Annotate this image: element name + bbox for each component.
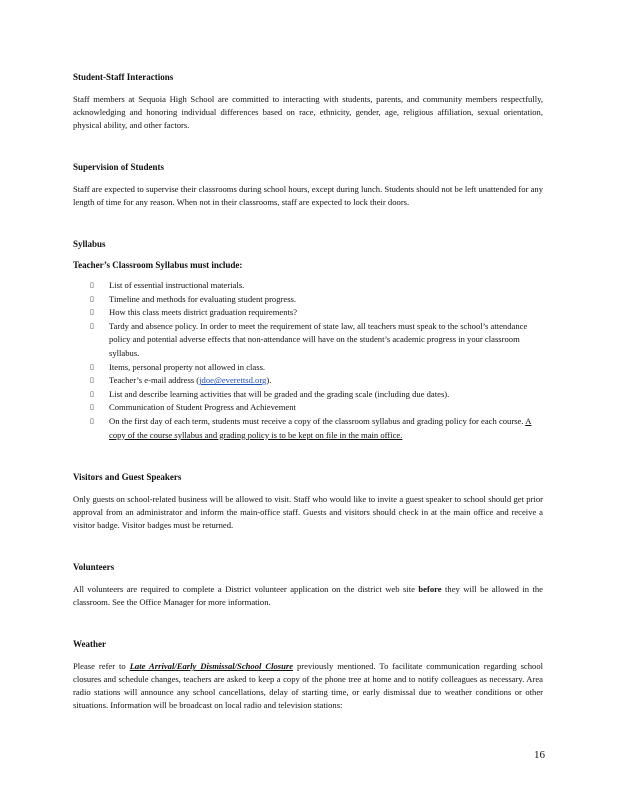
syllabus-list (73, 279, 543, 442)
list-item (90, 306, 543, 320)
body-text: All volunteers are required to complete a District volunteer application on the district web site (73, 584, 419, 595)
list-item (90, 388, 543, 402)
spacer (73, 442, 543, 472)
bullet-icon: ▯ (90, 321, 94, 330)
list-item-text: Teacher’s e-mail address ( (109, 375, 200, 386)
bullet-icon: ▯ (90, 389, 94, 398)
list-item (90, 415, 543, 442)
section-body: Only guests on school-related business will be allowed to visit. Staff who would like to invite a guest speaker to school should get prior approval from an administrator and inform the main-office staff. Guests and visitors should check in at the main office and receive a visitor badge. Visitor badges must be returned. (73, 494, 543, 531)
section-supervision (73, 162, 543, 209)
spacer (73, 532, 543, 562)
spacer (73, 209, 543, 239)
section-body (73, 660, 543, 712)
section-student-staff-interactions (73, 72, 543, 132)
list-item (90, 401, 543, 415)
bullet-icon: ▯ (90, 308, 94, 317)
section-body (73, 583, 543, 609)
list-item-text: ). (266, 375, 272, 386)
spacer (73, 132, 543, 162)
list-item-text: Tardy and absence policy. In order to meet the requirement of state law, all teachers must speak to the school’s attendance policy and potential adverse effects that non-attendance will have on the student’s academic progress in your classroom syllabus. (109, 320, 528, 358)
section-heading: Syllabus (73, 239, 106, 249)
spacer (73, 609, 543, 639)
list-item (90, 361, 543, 375)
list-item-text: List of essential instructional materials. (109, 280, 245, 290)
list-item-text: Communication of Student Progress and Achievement (109, 402, 296, 413)
body-bold-text: before (418, 584, 442, 595)
bullet-icon: ▯ (90, 294, 94, 303)
list-item (90, 320, 543, 361)
section-heading: Visitors and Guest Speakers (73, 472, 182, 483)
list-item-text: How this class meets district graduation requirements? (109, 307, 298, 318)
list-item (90, 279, 543, 293)
list-item-text: Items, personal property not allowed in class. (109, 361, 266, 372)
bullet-icon: ▯ (90, 416, 94, 425)
list-item-text: On the first day of each term, students must receive a copy of the classroom syllabus and grading policy for each course. (109, 415, 526, 426)
bullet-icon: ▯ (90, 362, 94, 371)
body-text: Please refer to (73, 661, 130, 672)
section-syllabus (73, 239, 543, 442)
section-heading: Weather (73, 639, 106, 650)
bullet-icon: ▯ (90, 376, 94, 385)
syllabus-subheading: Teacher’s Classroom Syllabus must include: (73, 260, 243, 270)
email-link[interactable]: jdoe@everettsd.org (199, 375, 267, 386)
body-text: they will be allowed in the classroom. See the Office Manager for more information. (73, 584, 543, 608)
section-heading: Volunteers (73, 562, 115, 573)
body-text: previously mentioned. To facilitate communication regarding school closures and schedule changes, teachers are asked to keep a copy of the phone tree at home and to notify colleagues as necessary. Area radio stations will announce any school cancellations, delay of starting time, or early dismissal due to weather conditions or other situations. Information will be broadcast on local radio and television stations: (73, 661, 544, 711)
list-item (90, 293, 543, 307)
bullet-icon: ▯ (90, 403, 94, 412)
section-volunteers (73, 562, 543, 609)
section-visitors (73, 472, 543, 532)
body-emphasis-text: Late Arrival/Early Dismissal/School Closure (129, 661, 294, 672)
page-content (73, 72, 543, 712)
bullet-icon: ▯ (90, 281, 94, 289)
section-body: Staff members at Sequoia High School are committed to interacting with students, parents, and community members respectfully, acknowledging and honoring individual differences based on race, ethnicity, gender, age, religious affiliation, sexual orientation, physical ability, and other factors. (73, 94, 543, 130)
page-number: 16 (534, 749, 545, 761)
section-weather (73, 639, 543, 712)
list-item-text: List and describe learning activities that will be graded and the grading scale (including due dates). (109, 388, 450, 399)
section-body: Staff are expected to supervise their classrooms during school hours, except during lunch. Students should not be left unattended for any length of time for any reason. When not in their classrooms, staff are expected to lock their doors. (73, 184, 543, 207)
underlined-note: A copy of the course syllabus and grading policy is to be kept on file in the main office. (109, 415, 532, 440)
section-heading: Supervision of Students (73, 162, 165, 172)
list-item-text: Timeline and methods for evaluating student progress. (109, 293, 297, 304)
section-heading: Student-Staff Interactions (73, 72, 174, 82)
list-item (90, 374, 543, 388)
